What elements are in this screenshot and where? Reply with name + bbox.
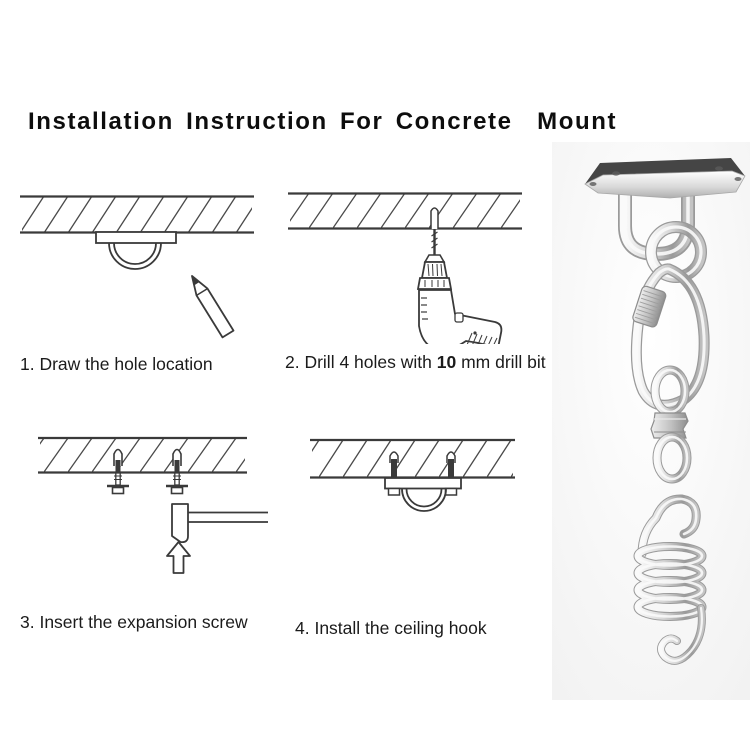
step-4-illustration bbox=[295, 433, 545, 608]
screw-hole bbox=[715, 166, 723, 170]
step-2-caption bbox=[285, 350, 557, 375]
step-3-figure bbox=[20, 430, 272, 635]
ceiling-plate-drawing bbox=[385, 478, 461, 511]
mount-plate-drawing bbox=[96, 232, 176, 269]
hammer-icon bbox=[172, 504, 268, 542]
step-2-caption-prefix: 2. Drill 4 holes with bbox=[285, 352, 437, 372]
ceiling-cross-section bbox=[310, 440, 515, 478]
up-arrow-icon bbox=[167, 542, 190, 573]
step-3-illustration bbox=[20, 430, 272, 602]
step-2-caption-drill-size: 10 bbox=[436, 352, 457, 372]
step-2-figure bbox=[285, 186, 557, 375]
hook-arc-drawing bbox=[109, 243, 161, 269]
step-3-caption: 3. Insert the expansion screw bbox=[20, 612, 248, 632]
screw-hole bbox=[735, 177, 742, 181]
step-4-figure bbox=[295, 433, 545, 641]
step-1-illustration bbox=[20, 186, 272, 346]
step-1-caption: 1. Draw the hole location bbox=[20, 354, 213, 374]
page-title: Installation Instruction For Concrete Mount bbox=[28, 108, 618, 135]
screw-hole bbox=[612, 171, 620, 175]
drill-icon bbox=[418, 229, 501, 344]
product-photo bbox=[552, 142, 750, 700]
step-1-figure bbox=[20, 186, 272, 377]
ceiling-hook-product-photo bbox=[552, 142, 750, 700]
drill-hole bbox=[431, 208, 438, 229]
ceiling-cross-section bbox=[38, 438, 247, 473]
pencil-icon bbox=[192, 276, 234, 337]
ceiling-cross-section bbox=[20, 197, 254, 233]
step-2-illustration bbox=[285, 186, 553, 344]
hook-arc-drawing bbox=[402, 489, 446, 511]
ceiling-cross-section bbox=[288, 194, 522, 230]
screw-hole bbox=[590, 182, 597, 186]
mount-plate bbox=[585, 158, 745, 198]
step-2-caption-suffix: mm drill bit bbox=[456, 352, 546, 372]
step-4-caption: 4. Install the ceiling hook bbox=[295, 618, 487, 638]
